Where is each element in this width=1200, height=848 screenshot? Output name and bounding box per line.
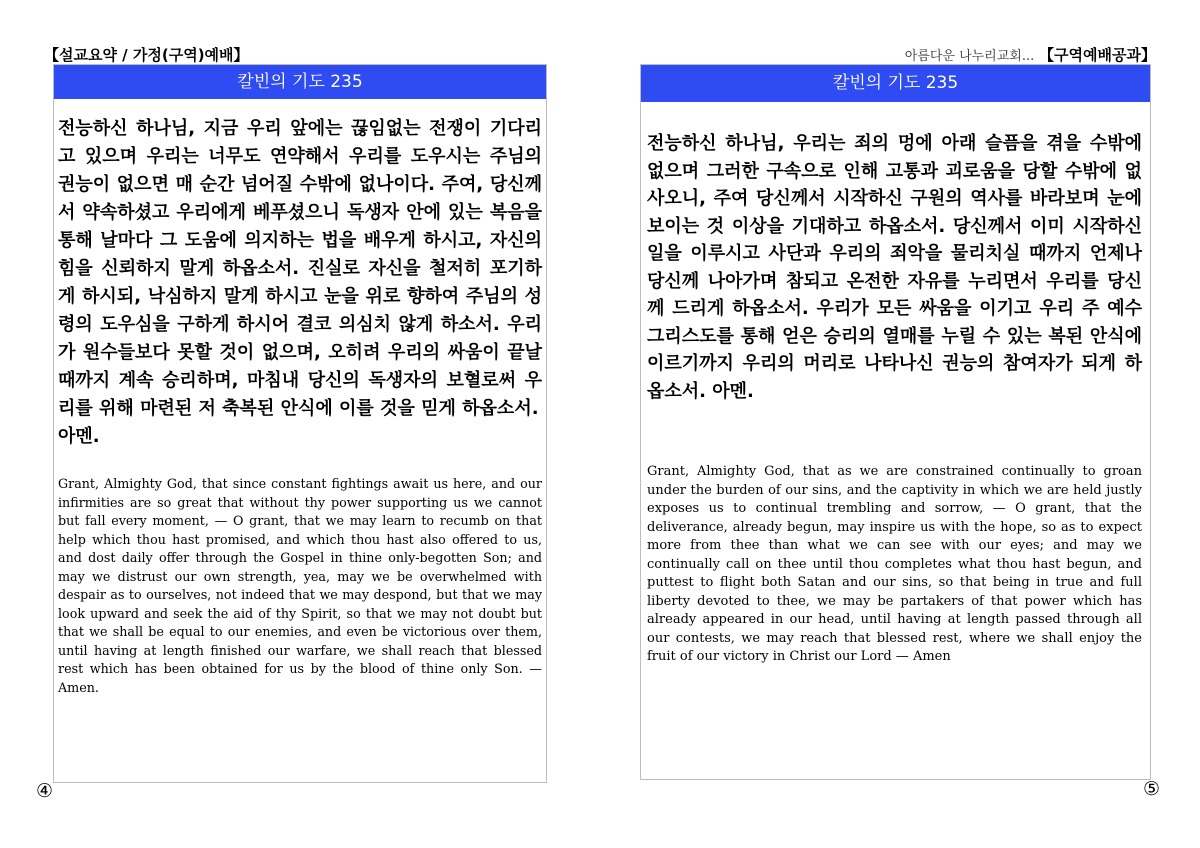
left-korean-amen: 아멘. <box>58 426 100 447</box>
left-page <box>53 64 547 783</box>
left-page-title: 칼빈의 기도 235 <box>54 65 546 99</box>
page-number-right: ⑤ <box>1142 778 1160 800</box>
right-english-prayer: Grant, Almighty God, that as we are constrained continually to groan under the burden of our sins, and the captivity in which we are held justly exposes us to continual trembling and sorrow, — O grant, that the deliverance, already begun, may inspire us with the hope, so as to expect more from thee than what we can see with our eyes; and may we continually call on thee until thou completes what thou hast begun, and puttest to flight both Satan and our sins, so that being in true and full liberty devoted to thee, we may be partakers of that power which has already appeared in our head, until having at length passed through all our contests, we may reach that blessed rest, where we shall enjoy the fruit of our victory in Christ our Lord — Amen <box>647 464 1142 664</box>
section-label: 【구역예배공과】 <box>1039 46 1156 64</box>
left-korean-prayer <box>58 115 542 451</box>
right-page-title: 칼빈의 기도 235 <box>641 65 1150 102</box>
header-left: 【설교요약 / 가정(구역)예배】 <box>44 46 249 64</box>
right-korean-prayer: 전능하신 하나님, 우리는 죄의 멍에 아래 슬픔을 겪을 수밖에 없으며 그러한 구속으로 인해 고통과 괴로움을 당할 수밖에 없사오니, 주여 당신께서 시작하신 구원의 역사를 바라보며 눈에 보이는 것 이상을 기대하고 하옵소서. 당신께서 이미 시작하신 일을 이루시고 사단과 우리의 죄악을 물리치실 때까지 언제나 당신께 나아가며 참되고 온전한 자유를 누리면서 우리를 당신께 드리게 하옵소서. 우리가 모든 싸움을 이기고 우리 주 예수 그리스도를 통해 얻은 승리의 열매를 누릴 수 있는 복된 안식에 이르기까지 우리의 머리로 나타나신 권능의 참여자가 되게 하옵소서. 아멘. <box>647 133 1142 402</box>
page-number-left: ④ <box>36 780 54 802</box>
header-right <box>905 44 1156 65</box>
church-name: 아름다운 나누리교회... <box>904 49 1035 64</box>
left-english-prayer: Grant, Almighty God, that since constant fightings await us here, and our infirmities are so great that without thy power supporting us we cannot but fall every moment, — O grant, that we may learn to recumb on that help which thou hast promised, and which thou hast also offered to us, and dost daily offer through the Gospel in thine only-begotten Son; and may we distrust our own strength, yea, may we be overwhelmed with despair as to ourselves, not indeed that we may despond, but that we may look upward and seek the aid of thy Spirit, so that we may not doubt but that we shall be equal to our enemies, and even be victorious over them, until having at length finished our warfare, we shall reach that blessed rest which has been obtained for us by the blood of thine only Son. — Amen. <box>58 476 542 695</box>
right-page <box>640 64 1151 780</box>
left-korean-text: 전능하신 하나님, 지금 우리 앞에는 끊임없는 전쟁이 기다리고 있으며 우리는 너무도 연약해서 우리를 도우시는 주님의 권능이 없으면 매 순간 넘어질 수밖에 없나이다. 주여, 당신께서 약속하셨고 우리에게 베푸셨으니 독생자 안에 있는 복음을 통해 날마다 그 도움에 의지하는 법을 배우게 하시고, 자신의 힘을 신뢰하지 말게 하옵소서. 진실로 자신을 철저히 포기하게 하시되, 낙심하지 말게 하시고 눈을 위로 향하여 주님의 성령의 도우심을 구하게 하시어 결코 의심치 않게 하소서. 우리가 원수들보다 못할 것이 없으며, 오히려 우리의 싸움이 끝날 때까지 계속 승리하며, 마침내 당신의 독생자의 보혈로써 우리를 위해 마련된 저 축복된 안식에 이를 것을 믿게 하옵소서. <box>58 118 542 419</box>
